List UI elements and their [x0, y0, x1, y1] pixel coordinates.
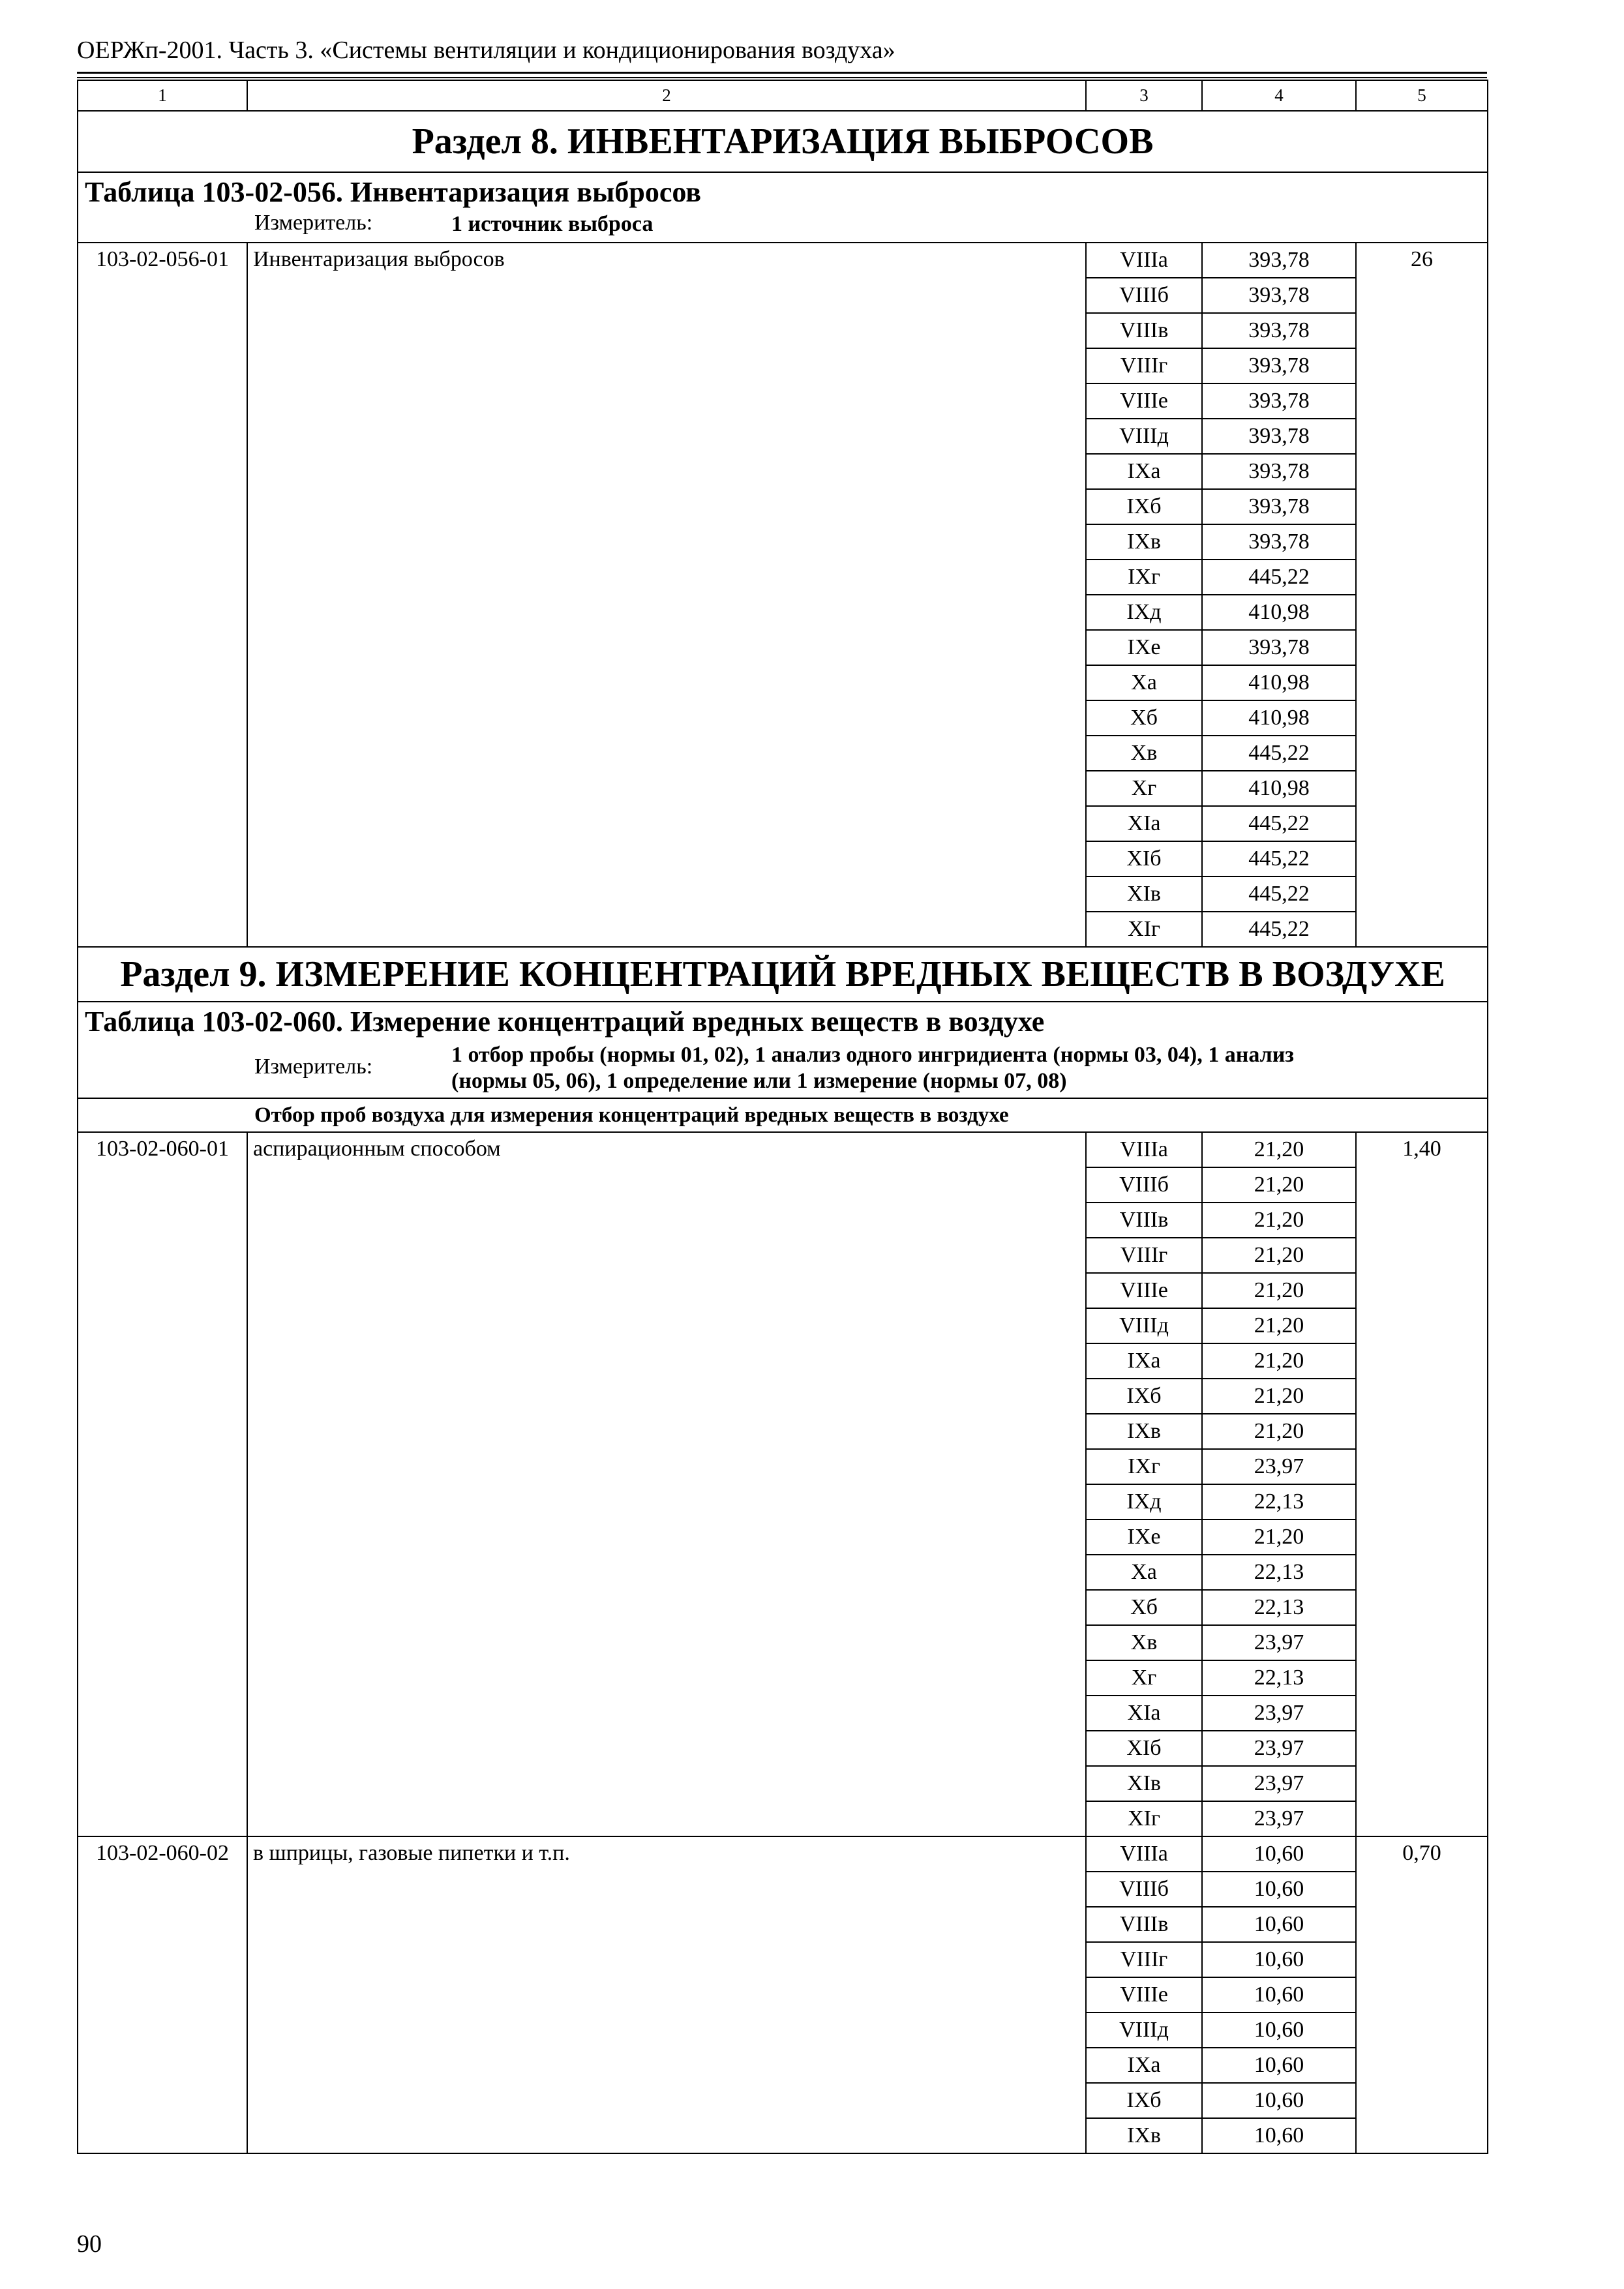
measure-row — [78, 1041, 1488, 1098]
column-number: 2 — [247, 80, 1086, 111]
page-header: ОЕРЖп-2001. Часть 3. «Системы вентиляции и кондиционирования воздуха» — [77, 37, 895, 64]
zone-cell: XIг — [1086, 1801, 1202, 1836]
zone-cell: XIб — [1086, 841, 1202, 876]
header-rule — [77, 72, 1487, 74]
norm-description: в шприцы, газовые пипетки и т.п. — [247, 1836, 1086, 2153]
zone-cell: IXб — [1086, 489, 1202, 524]
zone-cell: IXд — [1086, 1484, 1202, 1519]
value-cell: 10,60 — [1202, 1942, 1356, 1977]
zone-cell: IXе — [1086, 630, 1202, 665]
table-title: Таблица 103-02-060. Измерение концентраций вредных веществ в воздухе — [78, 1002, 1488, 1041]
zone-cell: VIIIб — [1086, 1872, 1202, 1907]
section-9-title-row — [78, 947, 1488, 1002]
value-cell: 22,13 — [1202, 1484, 1356, 1519]
measure-value-line2: (нормы 05, 06), 1 определение или 1 измерение (нормы 07, 08) — [451, 1069, 1067, 1093]
zone-cell: VIIIд — [1086, 419, 1202, 454]
subheading-row — [78, 1098, 1488, 1132]
value-cell: 21,20 — [1202, 1414, 1356, 1449]
column-number: 4 — [1202, 80, 1356, 111]
zone-cell: XIа — [1086, 806, 1202, 841]
column5-value: 26 — [1356, 243, 1488, 947]
value-cell: 445,22 — [1202, 841, 1356, 876]
value-cell: 410,98 — [1202, 665, 1356, 700]
zone-cell: IXв — [1086, 1414, 1202, 1449]
zone-cell: Xг — [1086, 771, 1202, 806]
table-title-row — [78, 1002, 1488, 1041]
value-cell: 10,60 — [1202, 1872, 1356, 1907]
zone-cell: IXе — [1086, 1519, 1202, 1555]
value-cell: 393,78 — [1202, 524, 1356, 560]
zone-cell: XIв — [1086, 876, 1202, 912]
zone-cell: VIIIе — [1086, 383, 1202, 419]
value-cell: 393,78 — [1202, 278, 1356, 313]
value-cell: 21,20 — [1202, 1519, 1356, 1555]
value-cell: 21,20 — [1202, 1167, 1356, 1203]
value-cell: 21,20 — [1202, 1379, 1356, 1414]
measure-label: Измеритель: — [254, 211, 373, 235]
value-cell: 410,98 — [1202, 595, 1356, 630]
zone-cell: XIб — [1086, 1731, 1202, 1766]
section-8-title-row — [78, 111, 1488, 172]
zone-cell: VIIIб — [1086, 278, 1202, 313]
zone-cell: VIIIб — [1086, 1167, 1202, 1203]
zone-cell: XIа — [1086, 1696, 1202, 1731]
zone-cell: VIIIд — [1086, 2012, 1202, 2048]
value-cell: 393,78 — [1202, 243, 1356, 278]
value-cell: 23,97 — [1202, 1449, 1356, 1484]
value-cell: 21,20 — [1202, 1238, 1356, 1273]
measure-value: 1 источник выброса — [451, 212, 654, 236]
value-cell: 23,97 — [1202, 1731, 1356, 1766]
value-cell: 23,97 — [1202, 1801, 1356, 1836]
measure-value-line1: 1 отбор пробы (нормы 01, 02), 1 анализ одного ингридиента (нормы 03, 04), 1 анализ — [451, 1043, 1294, 1067]
header-rule-thin — [77, 77, 1487, 78]
column-number: 5 — [1356, 80, 1488, 111]
value-cell: 10,60 — [1202, 2012, 1356, 2048]
value-cell: 10,60 — [1202, 1977, 1356, 2012]
zone-cell: IXг — [1086, 560, 1202, 595]
zone-cell: IXб — [1086, 2083, 1202, 2118]
value-cell: 393,78 — [1202, 454, 1356, 489]
zone-cell: Xб — [1086, 700, 1202, 736]
zone-cell: VIIIг — [1086, 348, 1202, 383]
value-cell: 393,78 — [1202, 348, 1356, 383]
column-number: 3 — [1086, 80, 1202, 111]
zone-cell: VIIIе — [1086, 1977, 1202, 2012]
zone-cell: Xг — [1086, 1660, 1202, 1696]
zone-cell: Xв — [1086, 736, 1202, 771]
value-cell: 410,98 — [1202, 771, 1356, 806]
value-cell: 393,78 — [1202, 419, 1356, 454]
value-cell: 393,78 — [1202, 313, 1356, 348]
table-row — [78, 1132, 1488, 1167]
zone-cell: IXг — [1086, 1449, 1202, 1484]
value-cell: 10,60 — [1202, 2048, 1356, 2083]
value-cell: 410,98 — [1202, 700, 1356, 736]
zone-cell: Xб — [1086, 1590, 1202, 1625]
table-row — [78, 1836, 1488, 1872]
column-number: 1 — [78, 80, 247, 111]
subheading: Отбор проб воздуха для измерения концентраций вредных веществ в воздухе — [78, 1098, 1488, 1132]
value-cell: 10,60 — [1202, 1836, 1356, 1872]
column5-value: 1,40 — [1356, 1132, 1488, 1836]
norm-description: Инвентаризация выбросов — [247, 243, 1086, 947]
zone-cell: Xа — [1086, 665, 1202, 700]
table-row — [78, 243, 1488, 278]
zone-cell: IXа — [1086, 454, 1202, 489]
value-cell: 445,22 — [1202, 912, 1356, 947]
zone-cell: VIIIв — [1086, 1203, 1202, 1238]
value-cell: 23,97 — [1202, 1766, 1356, 1801]
value-cell: 21,20 — [1202, 1273, 1356, 1308]
value-cell: 393,78 — [1202, 489, 1356, 524]
section-title: Раздел 8. ИНВЕНТАРИЗАЦИЯ ВЫБРОСОВ — [78, 111, 1488, 172]
column5-value: 0,70 — [1356, 1836, 1488, 2153]
value-cell: 10,60 — [1202, 1907, 1356, 1942]
value-cell: 23,97 — [1202, 1696, 1356, 1731]
measure-row — [78, 212, 1488, 243]
norm-description: аспирационным способом — [247, 1132, 1086, 1836]
zone-cell: VIIIе — [1086, 1273, 1202, 1308]
norm-code: 103-02-056-01 — [78, 243, 247, 947]
value-cell: 22,13 — [1202, 1555, 1356, 1590]
value-cell: 445,22 — [1202, 876, 1356, 912]
zone-cell: VIIIа — [1086, 1836, 1202, 1872]
zone-cell: IXа — [1086, 2048, 1202, 2083]
norm-code: 103-02-060-01 — [78, 1132, 247, 1836]
norm-code: 103-02-060-02 — [78, 1836, 247, 2153]
zone-cell: Xв — [1086, 1625, 1202, 1660]
value-cell: 10,60 — [1202, 2083, 1356, 2118]
zone-cell: IXб — [1086, 1379, 1202, 1414]
norms-table — [77, 80, 1488, 2154]
zone-cell: IXв — [1086, 524, 1202, 560]
value-cell: 21,20 — [1202, 1343, 1356, 1379]
zone-cell: VIIIд — [1086, 1308, 1202, 1343]
measure-label: Измеритель: — [254, 1055, 373, 1079]
value-cell: 393,78 — [1202, 630, 1356, 665]
zone-cell: Xа — [1086, 1555, 1202, 1590]
value-cell: 393,78 — [1202, 383, 1356, 419]
value-cell: 445,22 — [1202, 560, 1356, 595]
zone-cell: VIIIг — [1086, 1238, 1202, 1273]
value-cell: 21,20 — [1202, 1308, 1356, 1343]
zone-cell: XIг — [1086, 912, 1202, 947]
value-cell: 21,20 — [1202, 1203, 1356, 1238]
section-title: Раздел 9. ИЗМЕРЕНИЕ КОНЦЕНТРАЦИЙ ВРЕДНЫХ ВЕЩЕСТВ В ВОЗДУХЕ — [78, 947, 1488, 1002]
zone-cell: IXа — [1086, 1343, 1202, 1379]
table-title: Таблица 103-02-056. Инвентаризация выбросов — [78, 172, 1488, 212]
zone-cell: VIIIв — [1086, 313, 1202, 348]
value-cell: 22,13 — [1202, 1590, 1356, 1625]
column-number-row — [78, 80, 1488, 111]
zone-cell: IXд — [1086, 595, 1202, 630]
value-cell: 22,13 — [1202, 1660, 1356, 1696]
page-number: 90 — [77, 2230, 102, 2258]
table-title-row — [78, 172, 1488, 212]
zone-cell: VIIIг — [1086, 1942, 1202, 1977]
zone-cell: IXв — [1086, 2118, 1202, 2153]
value-cell: 10,60 — [1202, 2118, 1356, 2153]
zone-cell: XIв — [1086, 1766, 1202, 1801]
value-cell: 21,20 — [1202, 1132, 1356, 1167]
value-cell: 445,22 — [1202, 806, 1356, 841]
zone-cell: VIIIа — [1086, 243, 1202, 278]
value-cell: 445,22 — [1202, 736, 1356, 771]
zone-cell: VIIIа — [1086, 1132, 1202, 1167]
zone-cell: VIIIв — [1086, 1907, 1202, 1942]
value-cell: 23,97 — [1202, 1625, 1356, 1660]
